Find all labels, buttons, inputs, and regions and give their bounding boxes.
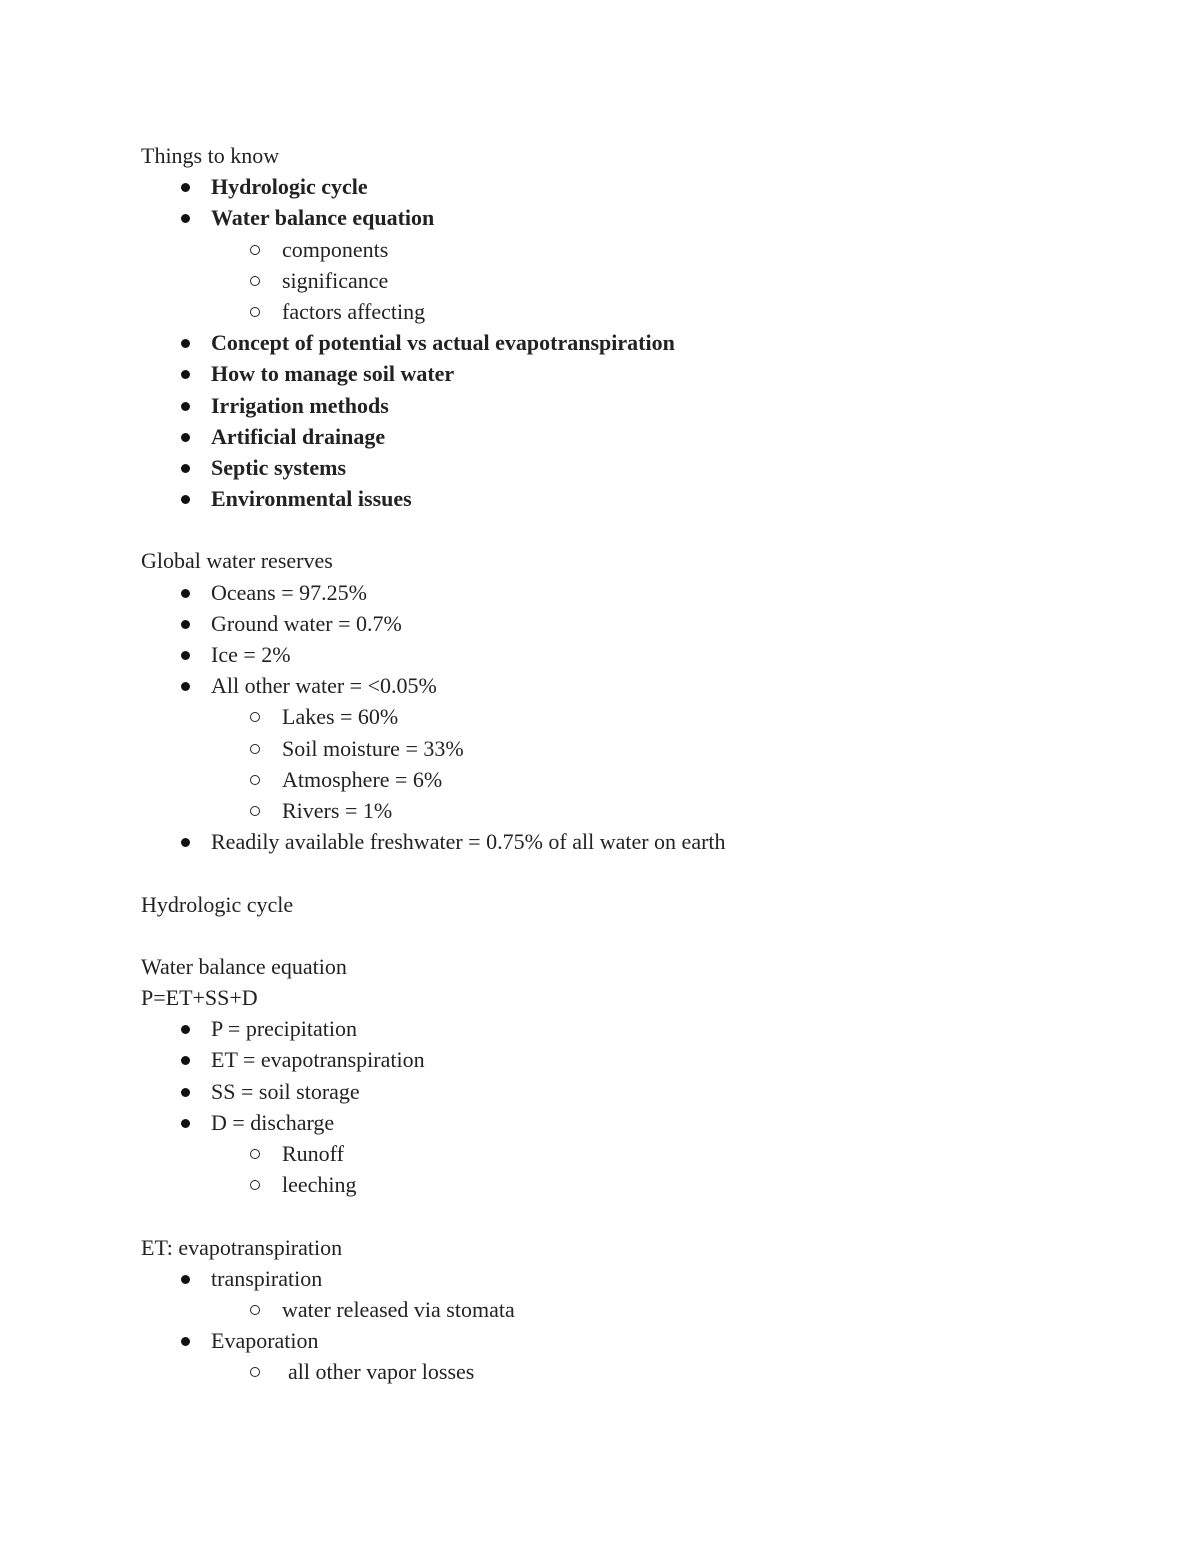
hollow-bullet-icon bbox=[250, 744, 260, 754]
hollow-bullet-icon bbox=[250, 245, 260, 255]
list-item-text: SS = soil storage bbox=[211, 1078, 360, 1104]
filled-bullet-icon bbox=[181, 1056, 190, 1065]
list-item bbox=[141, 452, 1141, 483]
list-item bbox=[141, 171, 1141, 202]
sub-list-item bbox=[141, 795, 1141, 826]
list-item bbox=[141, 1263, 1141, 1294]
list-item bbox=[141, 1013, 1141, 1044]
filled-bullet-icon bbox=[181, 651, 190, 660]
list-item bbox=[141, 327, 1141, 358]
filled-bullet-icon bbox=[181, 464, 190, 473]
hollow-bullet-icon bbox=[250, 775, 260, 785]
hollow-bullet-icon bbox=[250, 1149, 260, 1159]
list-item-text: Septic systems bbox=[211, 454, 347, 480]
list-item-text: D = discharge bbox=[211, 1109, 335, 1135]
filled-bullet-icon bbox=[181, 214, 190, 223]
sub-list-item-text: components bbox=[282, 236, 389, 262]
sub-list-item-text: significance bbox=[282, 267, 389, 293]
list-item bbox=[141, 826, 1141, 857]
sub-list-item bbox=[141, 701, 1141, 732]
sub-list-item-text: factors affecting bbox=[282, 298, 426, 324]
list-item-text: Evaporation bbox=[211, 1328, 319, 1354]
list-item bbox=[141, 202, 1141, 233]
sub-list-item-text: Rivers = 1% bbox=[282, 797, 393, 823]
list-item bbox=[141, 670, 1141, 701]
sub-list-item-text: water released via stomata bbox=[282, 1296, 515, 1322]
list-item-text: All other water = <0.05% bbox=[211, 673, 437, 699]
filled-bullet-icon bbox=[181, 1025, 190, 1034]
list-item bbox=[141, 608, 1141, 639]
list-item bbox=[141, 358, 1141, 389]
hollow-bullet-icon bbox=[250, 1180, 260, 1190]
list-item-text: Irrigation methods bbox=[211, 392, 389, 418]
list-item bbox=[141, 1325, 1141, 1356]
list-item-text: Readily available freshwater = 0.75% of all water on earth bbox=[211, 829, 726, 855]
list-item-text: Water balance equation bbox=[211, 205, 435, 231]
sub-list-item bbox=[141, 296, 1141, 327]
sub-list-item bbox=[141, 764, 1141, 795]
filled-bullet-icon bbox=[181, 838, 190, 847]
filled-bullet-icon bbox=[181, 682, 190, 691]
filled-bullet-icon bbox=[181, 1275, 190, 1284]
list-item-text: Oceans = 97.25% bbox=[211, 579, 367, 605]
hollow-bullet-icon bbox=[250, 806, 260, 816]
sub-list-item bbox=[141, 1138, 1141, 1169]
list-item bbox=[141, 1044, 1141, 1075]
sub-list-item-text: Runoff bbox=[282, 1141, 344, 1166]
list-item-text: Environmental issues bbox=[211, 486, 412, 512]
sub-list-item-text: Lakes = 60% bbox=[282, 704, 399, 730]
filled-bullet-icon bbox=[181, 339, 190, 348]
list-item-text: Artificial drainage bbox=[211, 423, 386, 449]
hollow-bullet-icon bbox=[250, 307, 260, 317]
sub-list-item bbox=[141, 1294, 1141, 1325]
filled-bullet-icon bbox=[181, 620, 190, 629]
filled-bullet-icon bbox=[181, 1337, 190, 1346]
hollow-bullet-icon bbox=[250, 712, 260, 722]
blank-line bbox=[141, 1200, 1141, 1231]
filled-bullet-icon bbox=[181, 589, 190, 598]
section-heading-things-to-know: Things to know bbox=[141, 143, 280, 168]
blank-line bbox=[141, 514, 1141, 545]
list-item bbox=[141, 390, 1141, 421]
sub-list-item-text: Atmosphere = 6% bbox=[282, 766, 443, 792]
filled-bullet-icon bbox=[181, 1088, 190, 1097]
hollow-bullet-icon bbox=[250, 1367, 260, 1377]
filled-bullet-icon bbox=[181, 433, 190, 442]
sub-list-item bbox=[141, 265, 1141, 296]
sub-list-item bbox=[141, 1169, 1141, 1200]
sub-list-item-text: all other vapor losses bbox=[288, 1359, 475, 1385]
filled-bullet-icon bbox=[181, 495, 190, 504]
list-item bbox=[141, 421, 1141, 452]
blank-line bbox=[141, 920, 1141, 951]
sub-list-item bbox=[141, 1356, 1141, 1387]
sub-list-item-text: Soil moisture = 33% bbox=[282, 735, 464, 761]
equation-text: P=ET+SS+D bbox=[141, 985, 258, 1011]
filled-bullet-icon bbox=[181, 370, 190, 379]
filled-bullet-icon bbox=[181, 1119, 190, 1128]
section-heading-hydrologic-cycle: Hydrologic cycle bbox=[141, 891, 294, 917]
sub-list-item bbox=[141, 234, 1141, 265]
list-item-text: Concept of potential vs actual evapotranspiration bbox=[211, 330, 675, 356]
hollow-bullet-icon bbox=[250, 276, 260, 286]
filled-bullet-icon bbox=[181, 402, 190, 411]
list-item bbox=[141, 639, 1141, 670]
document-body bbox=[141, 140, 1141, 1388]
list-item-text: Hydrologic cycle bbox=[211, 174, 368, 200]
list-item-text: transpiration bbox=[211, 1265, 323, 1291]
list-item bbox=[141, 483, 1141, 514]
list-item-text: Ground water = 0.7% bbox=[211, 610, 402, 636]
list-item bbox=[141, 1107, 1141, 1138]
hollow-bullet-icon bbox=[250, 1305, 260, 1315]
blank-line bbox=[141, 857, 1141, 888]
list-item-text: How to manage soil water bbox=[211, 361, 455, 387]
list-item-text: Ice = 2% bbox=[211, 642, 291, 667]
list-item-text: ET = evapotranspiration bbox=[211, 1047, 425, 1073]
list-item-text: P = precipitation bbox=[211, 1016, 358, 1042]
sub-list-item bbox=[141, 733, 1141, 764]
section-heading-evapotranspiration: ET: evapotranspiration bbox=[141, 1234, 343, 1260]
list-item bbox=[141, 577, 1141, 608]
filled-bullet-icon bbox=[181, 183, 190, 192]
section-heading-global-water-reserves: Global water reserves bbox=[141, 548, 333, 574]
list-item bbox=[141, 1076, 1141, 1107]
sub-list-item-text: leeching bbox=[282, 1172, 357, 1198]
section-heading-water-balance-equation: Water balance equation bbox=[141, 953, 347, 979]
